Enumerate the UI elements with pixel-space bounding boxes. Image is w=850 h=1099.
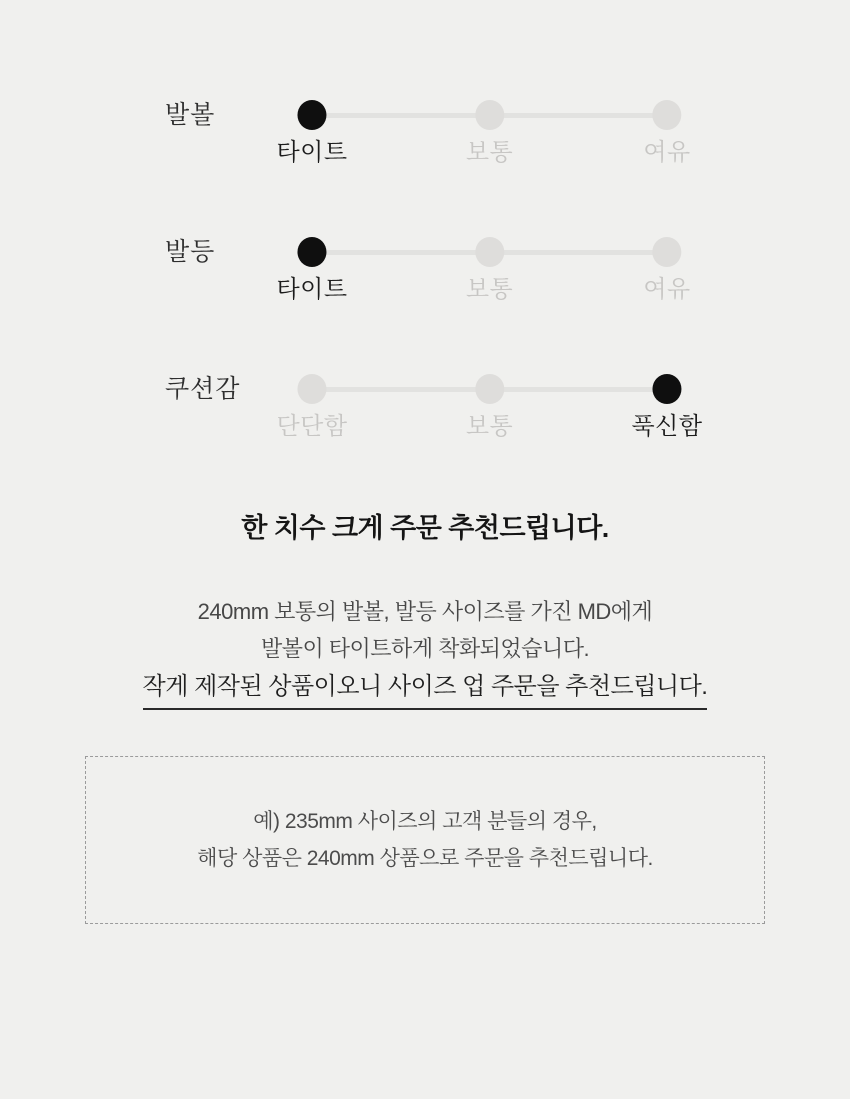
scale-point bbox=[276, 100, 347, 167]
scale-dot-icon bbox=[298, 100, 327, 130]
fit-row-foot-width bbox=[165, 100, 850, 167]
size-recommendation-heading: 한 치수 크게 주문 추천드립니다. bbox=[241, 513, 609, 543]
scale-dot-icon bbox=[475, 374, 504, 404]
scale-point bbox=[631, 374, 702, 441]
fit-scale-cushioning bbox=[276, 374, 703, 441]
scale-option-label: 푹신함 bbox=[631, 413, 703, 440]
fit-scale-instep bbox=[276, 237, 691, 304]
scale-point bbox=[466, 100, 513, 167]
example-line-2: 해당 상품은 240mm 상품으로 주문을 추천드립니다. bbox=[197, 847, 653, 870]
scale-option-label: 타이트 bbox=[276, 276, 348, 303]
scale-point bbox=[643, 237, 690, 304]
scale-option-label: 보통 bbox=[465, 276, 514, 303]
fit-row-instep bbox=[165, 237, 850, 304]
scale-point bbox=[276, 237, 347, 304]
fit-scale-foot-width bbox=[276, 100, 691, 167]
scale-dot-icon bbox=[298, 237, 327, 267]
scale-option-label: 단단함 bbox=[276, 413, 348, 440]
scale-dot-icon bbox=[475, 237, 504, 267]
scale-option-label: 여유 bbox=[643, 276, 691, 303]
scale-dot-icon bbox=[298, 374, 327, 404]
scale-point bbox=[466, 237, 513, 304]
emphasis-line-wrap bbox=[0, 672, 850, 710]
scale-option-label: 보통 bbox=[465, 139, 514, 166]
fit-category-label: 쿠션감 bbox=[165, 375, 241, 403]
body-line-2: 발볼이 타이트하게 착화되었습니다. bbox=[260, 636, 590, 661]
scale-point bbox=[643, 100, 690, 167]
scale-dot-icon bbox=[653, 237, 682, 267]
fit-category-label: 발등 bbox=[165, 238, 216, 266]
scale-dot-icon bbox=[475, 100, 504, 130]
scale-option-label: 타이트 bbox=[276, 139, 348, 166]
size-up-emphasis-underlined: 작게 제작된 상품이오니 사이즈 업 주문을 추천드립니다. bbox=[143, 672, 708, 710]
size-recommendation-body bbox=[0, 593, 850, 667]
fit-row-cushioning bbox=[165, 374, 850, 441]
scale-option-label: 보통 bbox=[465, 413, 514, 440]
example-line-1: 예) 235mm 사이즈의 고객 분들의 경우, bbox=[253, 810, 597, 833]
scale-point bbox=[466, 374, 513, 441]
scale-dot-icon bbox=[653, 100, 682, 130]
body-line-1: 240mm 보통의 발볼, 발등 사이즈를 가진 MD에게 bbox=[197, 599, 653, 624]
size-example-box bbox=[85, 756, 765, 924]
scale-option-label: 여유 bbox=[643, 139, 691, 166]
scale-point bbox=[276, 374, 347, 441]
fit-category-label: 발볼 bbox=[165, 101, 216, 129]
scale-dot-icon bbox=[653, 374, 682, 404]
fit-scales-section bbox=[0, 0, 850, 441]
